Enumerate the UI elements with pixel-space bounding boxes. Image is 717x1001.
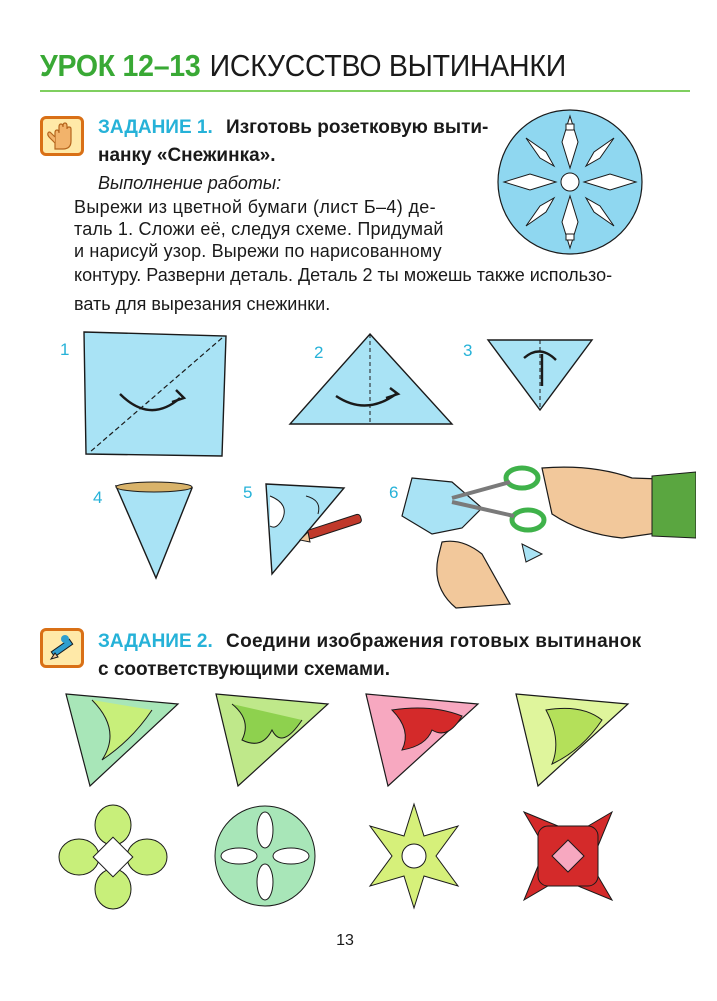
fold-scheme-4	[512, 690, 632, 790]
step-number: 5	[243, 483, 253, 502]
task1-body-line: таль 1. Сложи её, следуя схеме. Придумай	[74, 219, 444, 239]
task2-label: ЗАДАНИЕ 2.	[98, 631, 213, 652]
step-number: 6	[389, 483, 399, 502]
task2-heading-line1: Соедини изображения готовых вытинанок	[226, 631, 642, 652]
step6-cutting-illustration	[392, 458, 696, 610]
step-number: 2	[314, 343, 324, 362]
step4-cone-illustration	[106, 478, 202, 582]
fold-scheme-1	[62, 690, 182, 790]
task1-heading	[98, 114, 488, 142]
fold-scheme-2	[212, 690, 332, 790]
task1-body-line: вать для вырезания снежинки.	[74, 294, 331, 314]
task1-body-line: Вырежи из цветной бумаги (лист Б–4) де-	[74, 197, 437, 217]
step-number: 1	[60, 340, 70, 359]
task1-label: ЗАДАНИЕ 1.	[98, 117, 213, 138]
step-number: 4	[93, 488, 103, 507]
header-divider	[40, 90, 690, 92]
page-title	[40, 46, 566, 86]
step2-triangle-illustration	[286, 330, 456, 430]
task1-body-line: контуру. Разверни деталь. Деталь 2 ты можешь также использо-	[74, 265, 613, 285]
cutout-3	[354, 800, 474, 912]
page-number: 13	[336, 932, 354, 949]
fold-scheme-3	[362, 690, 482, 790]
cutout-4	[512, 802, 624, 910]
task1-heading-line1: Изготовь розетковую выти-	[226, 117, 489, 138]
lesson-title: ИСКУССТВО ВЫТИНАНКИ	[209, 48, 566, 83]
task1-heading-line2: нанку «Снежинка».	[98, 145, 276, 166]
task1-body-line: и нарисуй узор. Вырежи по нарисованному	[74, 241, 442, 261]
hand-icon	[40, 116, 84, 156]
step-number: 3	[463, 341, 473, 360]
cutout-2	[206, 800, 324, 912]
pencil-icon	[40, 628, 84, 668]
step1-square-illustration	[80, 328, 230, 460]
task1-subheading: Выполнение работы:	[98, 173, 282, 193]
task2-heading	[98, 628, 641, 656]
cutout-1	[54, 802, 172, 912]
task2-heading-line2: с соответствующими схемами.	[98, 659, 390, 680]
lesson-number: УРОК 12–13	[40, 48, 201, 83]
step5-drawing-illustration	[262, 478, 364, 578]
step3-fold-illustration	[484, 330, 596, 412]
snowflake-illustration	[490, 102, 650, 262]
